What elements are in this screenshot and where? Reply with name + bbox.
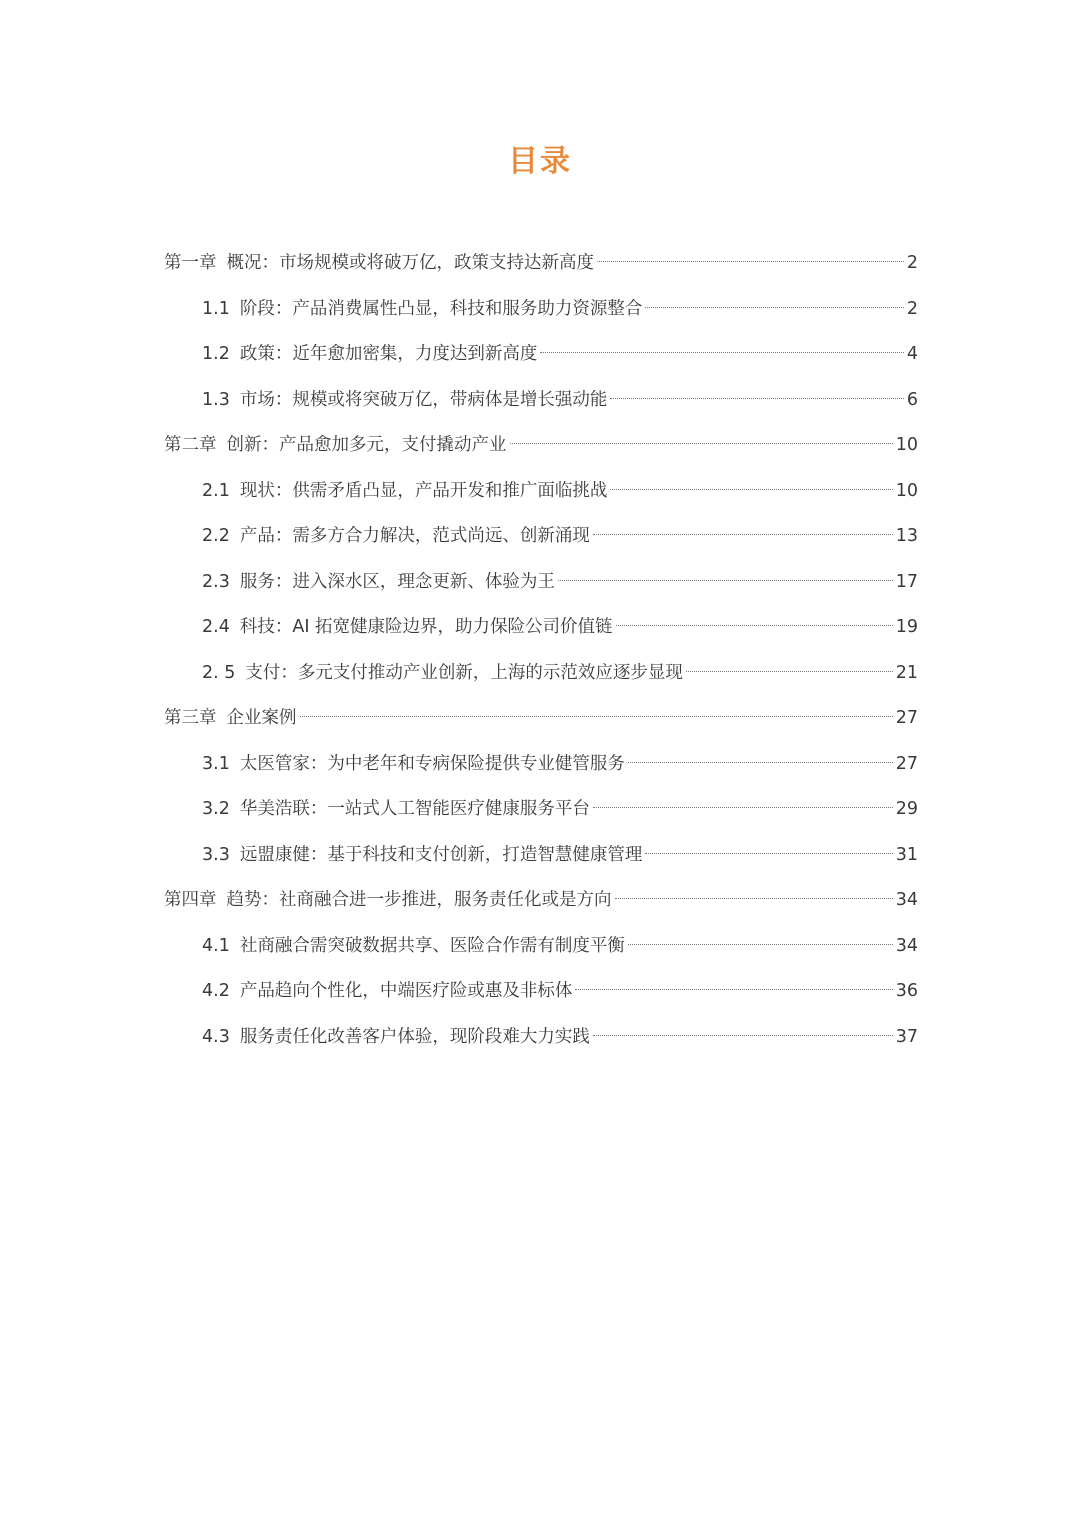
toc-entry-title: 阶段：产品消费属性凸显，科技和服务助力资源整合	[239, 298, 643, 319]
toc-entry-number: 1.3	[202, 389, 230, 410]
toc-entry[interactable]	[164, 560, 918, 606]
toc-leader-dots	[616, 625, 893, 626]
toc-entry[interactable]	[164, 514, 918, 560]
toc-entry-number: 2.1	[202, 480, 230, 501]
toc-leader-dots	[510, 443, 893, 444]
toc-entry-number: 2. 5	[202, 662, 236, 683]
toc-entry-page: 17	[895, 571, 918, 592]
toc-entry-title: 创新：产品愈加多元，支付撬动产业	[226, 435, 507, 455]
toc-entry-title: 服务：进入深水区，理念更新、体验为王	[239, 571, 555, 592]
toc-entry-page: 34	[895, 935, 918, 956]
toc-entry-title: 政策：近年愈加密集，力度达到新高度	[239, 344, 538, 364]
toc-entry-title: 科技：AI 拓宽健康险边界，助力保险公司价值链	[239, 617, 613, 637]
toc-entry-page: 37	[895, 1026, 918, 1047]
toc-entry-title: 产品：需多方合力解决，范式尚远、创新涌现	[239, 526, 590, 546]
toc-entry[interactable]	[164, 787, 918, 833]
toc-entry-title: 社商融合需突破数据共享、医险合作需有制度平衡	[239, 935, 625, 956]
toc-leader-dots	[610, 398, 904, 399]
toc-entry-number: 3.3	[202, 844, 230, 865]
toc-entry-title: 服务责任化改善客户体验，现阶段难大力实践	[239, 1026, 590, 1047]
toc-leader-dots	[615, 898, 893, 899]
toc-entry-number: 第二章	[164, 435, 217, 455]
toc-entry-page: 34	[895, 890, 918, 910]
toc-leader-dots	[628, 762, 893, 763]
toc-entry[interactable]	[164, 287, 918, 333]
toc-entry-number: 1.1	[202, 298, 230, 319]
toc-entry[interactable]	[164, 332, 918, 378]
toc-entry[interactable]	[164, 241, 918, 287]
toc-entry-number: 3.1	[202, 753, 230, 774]
toc-entry-title: 华美浩联：一站式人工智能医疗健康服务平台	[239, 799, 590, 819]
toc-entry[interactable]	[164, 924, 918, 970]
toc-entry-page: 13	[895, 526, 918, 546]
toc-entry-number: 4.2	[202, 981, 230, 1001]
toc-entry[interactable]	[164, 423, 918, 469]
toc-entry[interactable]	[164, 969, 918, 1015]
toc-leader-dots	[540, 352, 904, 353]
toc-entry-title: 产品趋向个性化，中端医疗险或惠及非标体	[239, 981, 573, 1001]
toc-entry-page: 10	[895, 480, 918, 501]
toc-entry-number: 2.2	[202, 526, 230, 546]
toc-entry-number: 第四章	[164, 890, 217, 910]
toc-entry[interactable]	[164, 1015, 918, 1061]
toc-leader-dots	[628, 944, 893, 945]
toc-entry-page: 31	[895, 844, 918, 865]
toc-entry-page: 36	[895, 981, 918, 1001]
toc-entry-title: 企业案例	[226, 708, 297, 728]
toc-leader-dots	[593, 1035, 893, 1036]
toc-entry-title: 支付：多元支付推动产业创新，上海的示范效应逐步显现	[245, 662, 683, 683]
toc-entry[interactable]	[164, 696, 918, 742]
toc-entry-number: 2.4	[202, 617, 230, 637]
toc-entry-number: 第一章	[164, 253, 217, 273]
toc-entry-page: 19	[895, 617, 918, 637]
toc-entry-title: 太医管家：为中老年和专病保险提供专业健管服务	[239, 753, 625, 774]
toc-leader-dots	[645, 853, 892, 854]
toc-entry-number: 4.3	[202, 1026, 230, 1047]
toc-leader-dots	[597, 261, 904, 262]
toc-leader-dots	[300, 716, 893, 717]
toc-entry-page: 6	[906, 389, 918, 410]
toc-leader-dots	[645, 307, 904, 308]
toc-entry-page: 10	[895, 435, 918, 455]
toc-entry-title: 远盟康健：基于科技和支付创新，打造智慧健康管理	[239, 844, 643, 865]
table-of-contents	[164, 241, 918, 1060]
toc-entry-number: 1.2	[202, 344, 230, 364]
toc-entry-number: 第三章	[164, 708, 217, 728]
toc-leader-dots	[610, 489, 892, 490]
toc-entry-page: 21	[895, 662, 918, 683]
page-title: 目录	[508, 144, 572, 179]
toc-leader-dots	[558, 580, 893, 581]
toc-entry[interactable]	[164, 378, 918, 424]
toc-leader-dots	[593, 807, 893, 808]
toc-entry[interactable]	[164, 651, 918, 697]
toc-entry-title: 概况：市场规模或将破万亿，政策支持达新高度	[226, 253, 594, 273]
toc-entry-page: 27	[895, 708, 918, 728]
toc-entry-page: 2	[906, 298, 918, 319]
toc-leader-dots	[593, 534, 893, 535]
toc-entry-page: 29	[895, 799, 918, 819]
toc-entry[interactable]	[164, 605, 918, 651]
toc-entry-number: 2.3	[202, 571, 230, 592]
toc-entry[interactable]	[164, 833, 918, 879]
toc-entry[interactable]	[164, 469, 918, 515]
toc-leader-dots	[575, 989, 892, 990]
toc-entry-number: 4.1	[202, 935, 230, 956]
toc-entry-title: 市场：规模或将突破万亿，带病体是增长强动能	[239, 389, 608, 410]
toc-entry-title: 趋势：社商融合进一步推进，服务责任化或是方向	[226, 890, 612, 910]
toc-entry-page: 27	[895, 753, 918, 774]
toc-entry-number: 3.2	[202, 799, 230, 819]
toc-entry-title: 现状：供需矛盾凸显，产品开发和推广面临挑战	[239, 480, 608, 501]
toc-leader-dots	[686, 671, 893, 672]
toc-entry-page: 2	[906, 253, 918, 273]
toc-entry[interactable]	[164, 878, 918, 924]
toc-entry[interactable]	[164, 742, 918, 788]
toc-entry-page: 4	[906, 344, 918, 364]
